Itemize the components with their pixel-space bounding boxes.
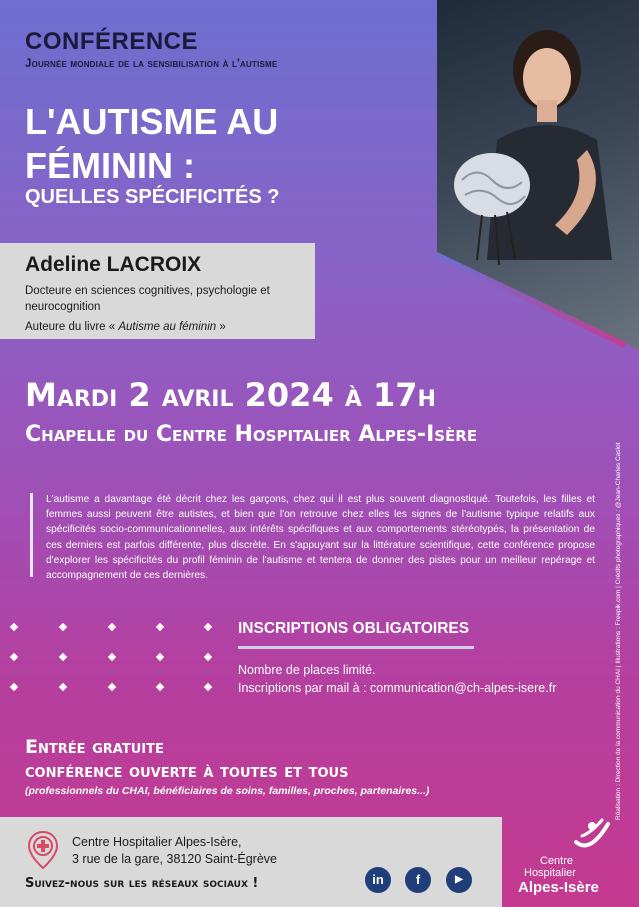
speaker-name: Adeline LACROIX [25,253,202,276]
book-suffix: » [216,321,226,333]
speaker-role: Docteure en sciences cognitives, psychologie et neurocognition [25,285,270,313]
book-title: Autisme au féminin [118,321,217,333]
logo-line-1: Centre [540,855,574,867]
diamond-icon [156,623,164,631]
diamond-icon [204,683,212,691]
event-place: Chapelle du Centre Hospitalier Alpes-Isère [25,422,478,447]
page-subtitle: QUELLES SPÉCIFICITÉS ? [25,186,280,208]
chai-logo-icon [568,812,618,858]
location-pin-icon [27,830,59,870]
speaker-book [25,321,315,333]
inscriptions-limit: Nombre de places limité. [238,663,376,677]
address-line-2: 3 rue de la gare, 38120 Saint-Égrève [72,852,277,866]
social-label: Suivez-nous sur les réseaux sociaux ! [25,876,259,891]
diamond-icon [108,683,116,691]
speaker-card [0,243,315,339]
facebook-icon[interactable]: f [405,867,431,893]
diamond-icon [108,623,116,631]
entry-audience: (professionnels du CHAI, bénéficiaires de soins, familles, proches, partenaires...) [25,785,430,797]
diamond-icon [59,653,67,661]
entry-free: Entrée gratuite [25,736,164,758]
youtube-icon[interactable]: ▶ [446,867,472,893]
entry-open: conférence ouverte à toutes et tous [25,760,349,782]
diamond-icon [108,653,116,661]
diamond-icon [204,623,212,631]
logo-line-2: Hospitalier [524,867,576,879]
logo-line-3: Alpes-Isère [518,879,599,896]
diamond-icon [156,653,164,661]
description-bar [30,493,33,577]
address-line-1: Centre Hospitalier Alpes-Isère, [72,835,242,849]
diamond-icon [59,683,67,691]
page-title [25,100,278,188]
speaker-photo [437,0,639,350]
inscriptions-title: INSCRIPTIONS OBLIGATOIRES [238,620,470,637]
book-prefix: Auteure du livre « [25,321,119,333]
linkedin-icon[interactable]: in [365,867,391,893]
event-date: Mardi 2 avril 2024 à 17h [25,376,436,414]
diamond-icon [10,623,18,631]
inscriptions-email[interactable]: Inscriptions par mail à : communication@ch-alpes-isere.fr [238,681,557,695]
diamond-icon [10,653,18,661]
diamond-icon [204,653,212,661]
diamond-icon [10,683,18,691]
event-name: Journée mondiale de la sensibilisation à l'autisme [25,58,278,70]
diamond-icon [156,683,164,691]
inscriptions-divider [238,646,474,649]
photo-credits: Réalisation : Direction de la communication du CHAI | Illustrations : Freepik.com | Crédits photographiques : @Jean-Charles Caslot [615,442,622,820]
event-description: L'autisme a davantage été décrit chez les garçons, chez qui il est plus souvent diagnostiqué. Toutefois, les filles et femmes aussi peuvent être autistes, et bien que l'on retrouve chez elles les signes de l'autisme typique relatifs aux spécificités socio-communicationnelles, aux intérêts spécifiques et aux comportements stéréotypés, la présentation de ces derniers est parfois différente, plus discrète. En s'appuyant sur la littérature scientifique, cette conférence propose d'explorer les spécificités du profil féminin de l'autisme et tentera de donner des pistes pour un meilleur repérage et accompagnement de ces dernières. [46,494,595,582]
title-line-2: FÉMININ : [25,145,195,186]
diamond-icon [59,623,67,631]
event-kicker: CONFÉRENCE [25,28,199,55]
title-line-1: L'AUTISME AU [25,101,279,142]
